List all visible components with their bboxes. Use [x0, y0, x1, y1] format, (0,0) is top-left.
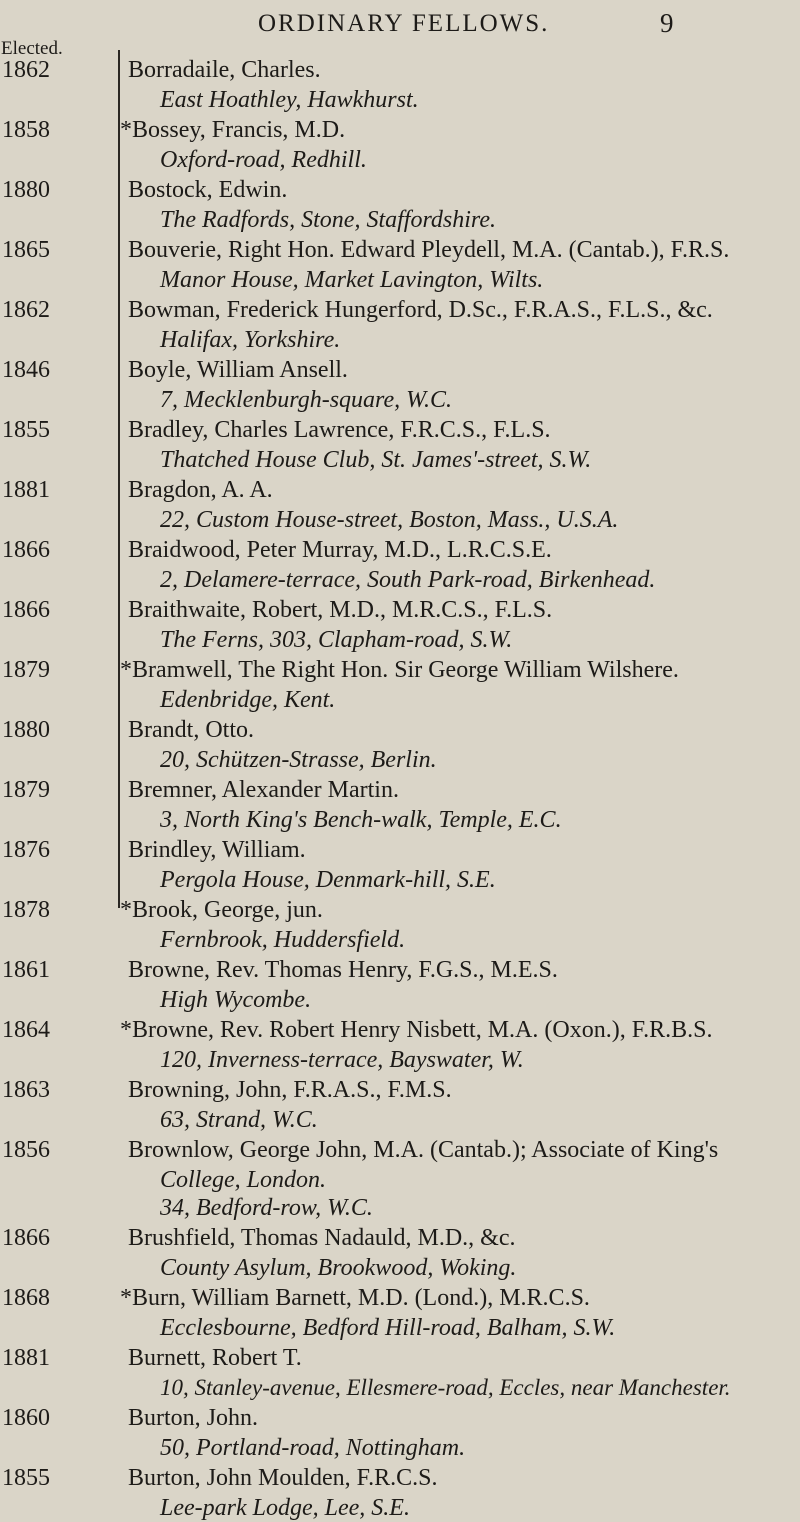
list-item — [0, 1402, 800, 1462]
elected-year: 1861 — [2, 957, 50, 983]
fellow-name: Boyle, William Ansell. — [128, 357, 348, 383]
elected-year: 1864 — [2, 1017, 50, 1043]
fellow-name: Browning, John, F.R.A.S., F.M.S. — [128, 1077, 452, 1103]
elected-year: 1863 — [2, 1077, 50, 1103]
list-item — [0, 1014, 800, 1074]
fellow-address: Fernbrook, Huddersfield. — [160, 927, 406, 953]
fellow-address: Pergola House, Denmark-hill, S.E. — [160, 867, 496, 893]
fellow-name: Bragdon, A. A. — [128, 477, 273, 503]
fellow-name: Brandt, Otto. — [128, 717, 254, 743]
elected-year: 1866 — [2, 1225, 50, 1251]
fellow-name: Brownlow, George John, M.A. (Cantab.); Associate of King's — [128, 1137, 719, 1163]
elected-year: 1866 — [2, 537, 50, 563]
fellow-address: 50, Portland-road, Nottingham. — [160, 1435, 466, 1461]
list-item — [0, 1282, 800, 1342]
elected-year: 1860 — [2, 1405, 50, 1431]
elected-year: 1866 — [2, 597, 50, 623]
fellow-address: Manor House, Market Lavington, Wilts. — [160, 267, 544, 293]
elected-year: 1881 — [2, 477, 50, 503]
list-item — [0, 954, 800, 1014]
fellow-address: The Radfords, Stone, Staffordshire. — [160, 207, 496, 233]
fellow-address: Edenbridge, Kent. — [160, 687, 336, 713]
elected-year: 1855 — [2, 1465, 50, 1491]
fellow-address: East Hoathley, Hawkhurst. — [160, 87, 419, 113]
list-item — [0, 414, 800, 474]
page-number: 9 — [660, 8, 674, 38]
fellow-name: *Brook, George, jun. — [120, 897, 323, 923]
fellow-address: 63, Strand, W.C. — [160, 1107, 318, 1133]
fellow-address: 3, North King's Bench-walk, Temple, E.C. — [160, 807, 562, 833]
fellow-address: Oxford-road, Redhill. — [160, 147, 367, 173]
fellow-address: 7, Mecklenburgh-square, W.C. — [160, 387, 452, 413]
fellow-name: Braithwaite, Robert, M.D., M.R.C.S., F.L.S. — [128, 597, 553, 623]
fellow-address: Halifax, Yorkshire. — [160, 327, 341, 353]
fellow-name: Bostock, Edwin. — [128, 177, 288, 203]
list-item — [0, 894, 800, 954]
list-item — [0, 1462, 800, 1522]
list-item — [0, 534, 800, 594]
list-item — [0, 1342, 800, 1402]
list-item — [0, 654, 800, 714]
fellow-address: 120, Inverness-terrace, Bayswater, W. — [160, 1047, 524, 1073]
elected-year: 1878 — [2, 897, 50, 923]
fellow-name: Bremner, Alexander Martin. — [128, 777, 399, 803]
fellow-name: *Bossey, Francis, M.D. — [120, 117, 346, 143]
list-item — [0, 54, 800, 114]
list-item — [0, 234, 800, 294]
elected-year: 1858 — [2, 117, 50, 143]
fellow-name: Bouverie, Right Hon. Edward Pleydell, M.A. (Cantab.), F.R.S. — [128, 237, 730, 263]
fellow-name: Browne, Rev. Thomas Henry, F.G.S., M.E.S. — [128, 957, 558, 983]
fellows-list — [0, 54, 800, 1522]
running-title: ORDINARY FELLOWS. — [258, 10, 550, 37]
page-header — [0, 6, 800, 59]
list-item — [0, 474, 800, 534]
list-item — [0, 114, 800, 174]
fellow-name: *Browne, Rev. Robert Henry Nisbett, M.A. (Oxon.), F.R.B.S. — [120, 1017, 713, 1043]
elected-year: 1880 — [2, 717, 50, 743]
elected-year: 1862 — [2, 57, 50, 83]
list-item — [0, 294, 800, 354]
list-item — [0, 1074, 800, 1134]
list-item — [0, 774, 800, 834]
fellow-address: Lee-park Lodge, Lee, S.E. — [160, 1495, 410, 1521]
elected-year: 1876 — [2, 837, 50, 863]
list-item — [0, 714, 800, 774]
elected-year: 1862 — [2, 297, 50, 323]
elected-year: 1865 — [2, 237, 50, 263]
fellow-name: *Bramwell, The Right Hon. Sir George William Wilshere. — [120, 657, 679, 683]
list-item — [0, 834, 800, 894]
elected-year: 1881 — [2, 1345, 50, 1371]
elected-year: 1855 — [2, 417, 50, 443]
elected-year: 1880 — [2, 177, 50, 203]
elected-year: 1879 — [2, 777, 50, 803]
fellow-address: 20, Schützen-Strasse, Berlin. — [160, 747, 437, 773]
fellow-address: 22, Custom House-street, Boston, Mass., U.S.A. — [160, 507, 619, 533]
fellow-name: Burnett, Robert T. — [128, 1345, 302, 1371]
elected-year: 1846 — [2, 357, 50, 383]
elected-year: 1879 — [2, 657, 50, 683]
fellow-name: *Burn, William Barnett, M.D. (Lond.), M.R.C.S. — [120, 1285, 590, 1311]
fellow-name: Burton, John. — [128, 1405, 259, 1431]
fellow-address: Ecclesbourne, Bedford Hill-road, Balham, S.W. — [160, 1315, 616, 1341]
fellow-address: High Wycombe. — [160, 987, 312, 1013]
fellow-address: County Asylum, Brookwood, Woking. — [160, 1255, 517, 1281]
fellow-name: Burton, John Moulden, F.R.C.S. — [128, 1465, 438, 1491]
fellow-name: Bradley, Charles Lawrence, F.R.C.S., F.L.S. — [128, 417, 551, 443]
fellow-address: The Ferns, 303, Clapham-road, S.W. — [160, 627, 513, 653]
fellow-name: Brindley, William. — [128, 837, 306, 863]
list-item — [0, 1222, 800, 1282]
fellow-name-continuation: College, London. — [160, 1167, 326, 1193]
fellow-name: Bowman, Frederick Hungerford, D.Sc., F.R.A.S., F.L.S., &c. — [128, 297, 713, 323]
list-item — [0, 1134, 800, 1222]
fellow-name: Braidwood, Peter Murray, M.D., L.R.C.S.E. — [128, 537, 552, 563]
elected-year: 1868 — [2, 1285, 50, 1311]
fellow-address: 2, Delamere-terrace, South Park-road, Birkenhead. — [160, 567, 656, 593]
elected-year: 1856 — [2, 1137, 50, 1163]
fellow-address: 34, Bedford-row, W.C. — [160, 1195, 373, 1221]
elected-column-label: Elected. — [1, 38, 63, 59]
fellow-address: Thatched House Club, St. James'-street, S.W. — [160, 447, 592, 473]
fellow-address: 10, Stanley-avenue, Ellesmere-road, Eccles, near Manchester. — [160, 1375, 731, 1400]
fellow-name: Brushfield, Thomas Nadauld, M.D., &c. — [128, 1225, 516, 1251]
list-item — [0, 174, 800, 234]
fellow-name: Borradaile, Charles. — [128, 57, 321, 83]
list-item — [0, 594, 800, 654]
list-item — [0, 354, 800, 414]
